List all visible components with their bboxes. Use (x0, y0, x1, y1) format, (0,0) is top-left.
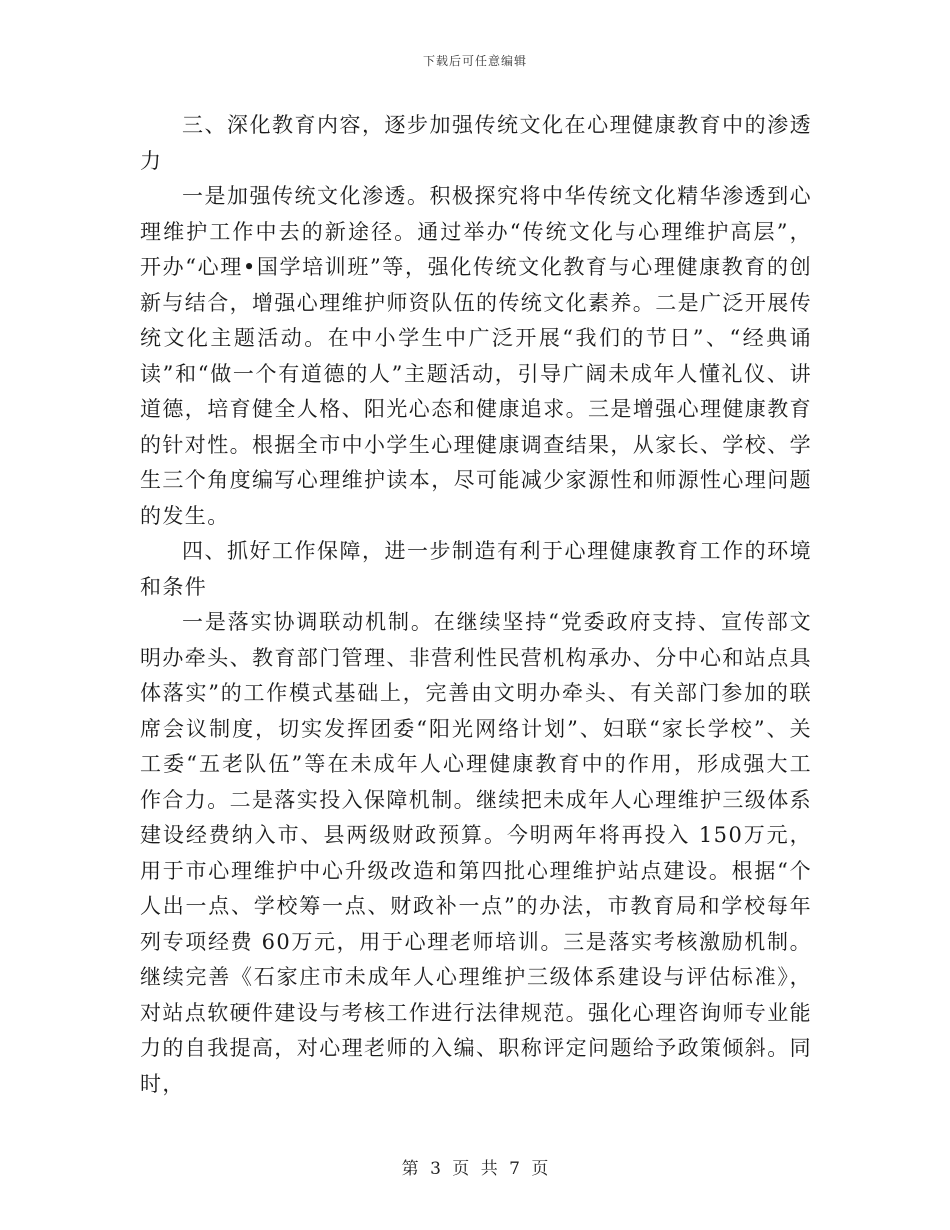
page-header-note: 下载后可任意编辑 (422, 54, 527, 68)
section-heading-three: 三、深化教育内容，逐步加强传统文化在心理健康教育中的渗透力 (140, 113, 812, 173)
paragraph-traditional-culture: 一是加强传统文化渗透。积极探究将中华传统文化精华渗透到心理维护工作中去的新途径。通过举办“传统文化与心理维护高层”，开办“心理•国学培训班”等，强化传统文化教育与心理健康教育的创新与结合，增强心理维护师资队伍的传统文化素养。二是广泛开展传统文化主题活动。在中小学生中广泛开展“我们的节日”、“经典诵读”和“做一个有道德的人”主题活动，引导广阔未成年人懂礼仪、讲道德，培育健全人格、阳光心态和健康追求。三是增强心理健康教育的针对性。根据全市中小学生心理健康调查结果，从家长、学校、学生三个角度编写心理维护读本，尽可能减少家源性和师源性心理问题的发生。 (140, 184, 812, 528)
paragraph-work-guarantee: 一是落实协调联动机制。在继续坚持“党委政府支持、宣传部文明办牵头、教育部门管理、非营利性民营机构承办、分中心和站点具体落实”的工作模式基础上，完善由文明办牵头、有关部门参加的联席会议制度，切实发挥团委“阳光网络计划”、妇联“家长学校”、关工委“五老队伍”等在未成年人心理健康教育中的作用，形成强大工作合力。二是落实投入保障机制。继续把未成年人心理维护三级体系建设经费纳入市、县两级财政预算。今明两年将再投入 150万元，用于市心理维护中心升级改造和第四批心理维护站点建设。根据“个人出一点、学校筹一点、财政补一点”的办法，市教育局和学校每年列专项经费 60万元，用于心理老师培训。三是落实考核激励机制。继续完善《石家庄市未成年人心理维护三级体系建设与评估标准》，对站点软硬件建设与考核工作进行法律规范。强化心理咨询师专业能力的自我提高，对心理老师的入编、职称评定问题给予政策倾斜。同时， (140, 610, 812, 1096)
section-heading-four: 四、抓好工作保障，进一步制造有利于心理健康教育工作的环境和条件 (140, 539, 812, 599)
page-number: 第 3 页 共 7 页 (401, 1159, 549, 1179)
document-body (140, 108, 812, 1102)
